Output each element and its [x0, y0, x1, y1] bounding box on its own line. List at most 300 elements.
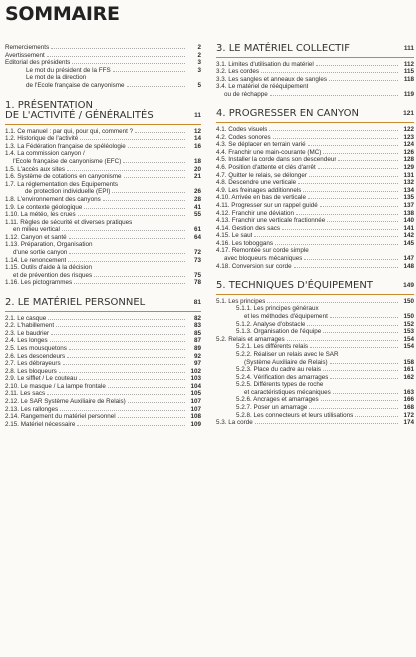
toc-entry	[5, 241, 201, 249]
toc-entry-page: 123	[403, 133, 414, 141]
toc-entry	[216, 396, 414, 404]
toc-entry	[5, 249, 201, 257]
toc-entry-page: 147	[403, 255, 414, 263]
dot-leader	[69, 349, 185, 350]
toc-entry-page: 104	[190, 382, 201, 390]
toc-entry-title: 5.3. La corde	[216, 419, 253, 427]
toc-entry	[216, 305, 414, 313]
section-page: 81	[193, 299, 201, 307]
toc-entry-title: 2.11. Les sacs	[5, 390, 46, 398]
toc-entry-title: l'Ecole française de canyonisme (EFC)	[13, 157, 122, 165]
dot-leader	[118, 417, 185, 418]
toc-entry	[216, 187, 414, 195]
toc-entry-title: 1.9. Le contexte géologique	[5, 203, 83, 211]
toc-entry	[216, 134, 414, 142]
toc-entry-page: 75	[193, 271, 201, 279]
toc-entry	[5, 257, 201, 265]
dot-leader	[112, 192, 185, 193]
toc-entry-title: de protection individuelle (EPI)	[25, 188, 111, 196]
toc-entry-page: 72	[193, 249, 201, 257]
toc-entry-page: 89	[193, 344, 201, 352]
toc-entry-page: 172	[403, 411, 414, 419]
toc-entry	[5, 272, 201, 280]
dot-leader	[79, 379, 185, 380]
toc-entry-title: Editorial des présidents	[5, 59, 71, 67]
dot-leader	[269, 130, 398, 131]
toc-entry-title: 1.16. Les pictogrammes	[5, 279, 73, 287]
toc-entry	[5, 181, 201, 189]
toc-entry-title: 1.13. Préparation, Organisation	[5, 241, 93, 249]
toc-entry	[5, 188, 201, 196]
toc-entry-page: 103	[190, 375, 201, 383]
toc-entry	[5, 135, 201, 143]
dot-leader	[69, 253, 185, 254]
toc-entry-title: Le mot de la direction	[26, 74, 87, 82]
toc-entry-title: Avertissement	[5, 51, 45, 59]
toc-entry	[5, 390, 201, 398]
toc-entry	[5, 279, 201, 287]
toc-entry-title: 5.2.1. Les différents relais	[236, 343, 308, 351]
toc-entry	[216, 232, 414, 240]
toc-entry-title: 2.7. Les débrayeurs	[5, 360, 61, 368]
toc-entry	[5, 360, 201, 368]
toc-entry-title: 4.13. Franchir une verticale fractionnée	[216, 217, 326, 225]
toc-entry	[216, 156, 414, 164]
toc-entry	[216, 359, 414, 367]
toc-entry	[216, 179, 414, 187]
dot-leader	[267, 302, 398, 303]
toc-entry-title: et les méthodes d'équipement	[244, 312, 328, 320]
toc-entry-title: 5.2.7. Poser un amarrage	[236, 404, 308, 412]
toc-entry-title: 2.15. Matériel nécessaire	[5, 420, 76, 428]
toc-entry	[216, 68, 414, 76]
toc-entry-title: 4.5. Installer la corde dans son descendeur	[216, 156, 337, 164]
toc-entry-title: 3.4. Le matériel de rééquipement	[216, 83, 309, 91]
toc-entry-page: 14	[193, 135, 201, 143]
toc-entry	[216, 313, 414, 321]
section-heading	[216, 44, 414, 58]
toc-entry	[5, 226, 201, 234]
toc-entry	[216, 126, 414, 134]
dot-leader	[294, 267, 398, 268]
toc-entry-title: 4.17. Remontée sur corde simple	[216, 247, 309, 255]
toc-entry	[216, 91, 414, 99]
toc-entry	[216, 149, 414, 157]
toc-entry	[216, 61, 414, 69]
section-4-list	[216, 126, 414, 270]
toc-entry-page: 115	[403, 68, 414, 76]
toc-entry-page: 122	[403, 125, 414, 133]
toc-entry	[5, 128, 201, 136]
dot-leader	[316, 65, 398, 66]
dot-leader	[67, 170, 185, 171]
toc-entry	[216, 217, 414, 225]
toc-entry	[5, 406, 201, 414]
toc-entry	[5, 322, 201, 330]
toc-entry-page: 131	[403, 171, 414, 179]
toc-entry-page: 124	[403, 141, 414, 149]
section-title-line2: DE L'ACTIVITÉ / GÉNÉRALITÉS	[5, 110, 154, 122]
toc-entry	[5, 398, 201, 406]
dot-leader	[320, 206, 398, 207]
section-5-list	[216, 298, 414, 427]
toc-entry	[5, 383, 201, 391]
toc-entry-title: 2.12. Le SAR Système Auxiliaire de Relais)	[5, 398, 126, 406]
dot-leader	[296, 214, 398, 215]
toc-entry	[216, 298, 414, 306]
toc-entry	[216, 225, 414, 233]
toc-entry-page: 154	[403, 343, 414, 351]
toc-entry-title: Remerciements	[5, 44, 50, 51]
dot-leader	[308, 145, 398, 146]
toc-entry-page: 20	[193, 165, 201, 173]
toc-entry	[5, 330, 201, 338]
toc-entry	[216, 247, 414, 255]
toc-entry-title: 1.7. La réglementation des Equipements	[5, 180, 119, 188]
toc-entry-page: 162	[403, 373, 414, 381]
toc-entry-page: 148	[403, 262, 414, 270]
dot-leader	[128, 402, 185, 403]
toc-entry-page: 16	[193, 142, 201, 150]
section-title: 4. PROGRESSER EN CANYON	[216, 108, 359, 120]
dot-leader	[327, 221, 398, 222]
dot-leader	[67, 357, 185, 358]
section-2-list	[5, 315, 201, 429]
dot-leader	[254, 236, 398, 237]
toc-entry	[5, 158, 201, 166]
toc-entry-title: 4.2. Codes sonores	[216, 133, 271, 141]
toc-entry-title: 5.1. Les principes	[216, 297, 266, 305]
dot-leader	[108, 387, 185, 388]
dot-leader	[282, 229, 398, 230]
section-title: 5. TECHNIQUES D'ÉQUIPEMENT	[216, 280, 373, 292]
toc-entry-title: 4.16. Les toboggans	[216, 239, 274, 247]
toc-entry-page: 118	[403, 75, 414, 83]
toc-entry-page: 168	[403, 404, 414, 412]
toc-entry-title: 5.2.2. Réaliser un relais avec le SAR	[236, 350, 339, 358]
toc-entry	[5, 143, 201, 151]
toc-entry-page: 153	[403, 328, 414, 336]
section-4	[216, 109, 414, 270]
dot-leader	[321, 400, 398, 401]
toc-entry-page: 134	[403, 186, 414, 194]
toc-entry-page: 163	[403, 388, 414, 396]
toc-entry-title: 1.4. La commission canyon /	[5, 150, 85, 158]
toc-entry-page: 109	[190, 420, 201, 428]
toc-entry	[216, 172, 414, 180]
toc-entry-page: 128	[403, 156, 414, 164]
section-page: 121	[403, 110, 414, 118]
toc-entry	[216, 374, 414, 382]
dot-leader	[47, 56, 185, 57]
toc-entry	[216, 412, 414, 420]
dot-leader	[128, 147, 185, 148]
toc-entry-page: 82	[193, 314, 201, 322]
dot-leader	[355, 416, 398, 417]
section-heading	[216, 109, 414, 123]
dot-leader	[59, 372, 185, 373]
dot-leader	[84, 208, 185, 209]
toc-entry	[5, 234, 201, 242]
dot-leader	[310, 347, 398, 348]
toc-entry	[216, 419, 414, 427]
dot-leader	[48, 319, 185, 320]
toc-entry	[5, 211, 201, 219]
toc-entry-title: avec bloqueurs mécaniques	[224, 255, 303, 263]
toc-entry-page: 137	[403, 201, 414, 209]
toc-entry-title: 1.12. Canyon et santé	[5, 233, 67, 241]
toc-entry-page: 166	[403, 396, 414, 404]
dot-leader	[330, 363, 398, 364]
dot-leader	[303, 191, 398, 192]
dot-leader	[56, 326, 185, 327]
toc-entry	[5, 204, 201, 212]
toc-entry-page: 112	[403, 60, 414, 68]
toc-entry	[5, 219, 201, 227]
section-page: 149	[403, 282, 414, 290]
toc-entry-page: 129	[403, 163, 414, 171]
toc-entry	[5, 353, 201, 361]
toc-entry-title: d'une sortie canyon	[13, 249, 68, 257]
toc-entry-title: 1.15. Outils d'aide à la décision	[5, 264, 92, 272]
toc-entry-title: 3.2. Les cordes	[216, 68, 260, 76]
toc-entry	[216, 202, 414, 210]
toc-entry-page: 132	[403, 179, 414, 187]
toc-entry-page: 105	[190, 390, 201, 398]
toc-entry-title: 2.13. Les rallonges	[5, 405, 59, 413]
section-heading	[5, 298, 201, 312]
toc-entry	[5, 74, 201, 82]
toc-entry-title: 5.1.3. Organisation de l'équipe	[236, 328, 322, 336]
toc-entry	[216, 336, 414, 344]
left-column	[5, 44, 201, 439]
toc-entry	[216, 404, 414, 412]
dot-leader	[270, 95, 398, 96]
toc-entry-title: 2.2. L'habillement	[5, 322, 55, 330]
toc-entry	[216, 194, 414, 202]
section-heading	[216, 281, 414, 295]
toc-entry-page: 119	[403, 90, 414, 98]
toc-entry	[5, 59, 201, 67]
toc-entry-page: 28	[193, 195, 201, 203]
dot-leader	[47, 394, 185, 395]
dot-leader	[74, 283, 185, 284]
toc-entry-page: 61	[193, 226, 201, 234]
toc-entry-page: 87	[193, 337, 201, 345]
toc-entry-title: et caractéristiques mécaniques	[244, 388, 331, 396]
toc-entry-page: 102	[190, 367, 201, 375]
toc-entry-title: 1.11. Règles de sécurité et diverses pratiques	[5, 218, 133, 226]
dot-leader	[330, 378, 398, 379]
toc-entry-page: 145	[403, 239, 414, 247]
dot-leader	[135, 132, 185, 133]
toc-entry-page: 92	[193, 352, 201, 360]
dot-leader	[275, 244, 398, 245]
dot-leader	[51, 48, 185, 49]
toc-entry	[5, 196, 201, 204]
dot-leader	[51, 334, 185, 335]
dot-leader	[255, 423, 398, 424]
toc-entry	[216, 83, 414, 91]
dot-leader	[308, 198, 398, 199]
toc-entry-title: 4.15. Le saut	[216, 232, 253, 240]
toc-entry-page: 107	[190, 405, 201, 413]
toc-entry-page: 140	[403, 217, 414, 225]
section-page: 11	[194, 112, 201, 120]
dot-leader	[62, 230, 185, 231]
toc-entry-title: 2.9. Le sifflet / Le couteau	[5, 375, 77, 383]
toc-entry-title: 4.11. Progresser sur un rappel guidé	[216, 201, 318, 209]
toc-entry-title: 4.4. Franchir une main-courante (MC)	[216, 148, 322, 156]
toc-entry-title: 2.10. Le masque / La lampe frontale	[5, 382, 106, 390]
toc-entry-page: 78	[193, 279, 201, 287]
toc-entry-page: 154	[403, 335, 414, 343]
toc-entry	[216, 263, 414, 271]
toc-entry-title: 5.1.2. Analyse d'obstacle	[236, 320, 306, 328]
toc-entry-title: 3.1. Limites d'utilisation du matériel	[216, 60, 314, 68]
dot-leader	[298, 183, 398, 184]
toc-entry-title: 4.6. Position d'attente et clés d'arrêt	[216, 163, 316, 171]
toc-entry	[5, 67, 201, 75]
toc-entry	[216, 164, 414, 172]
dot-leader	[338, 160, 398, 161]
toc-entry	[216, 328, 414, 336]
toc-entry-title: en milieu vertical	[13, 226, 60, 234]
toc-entry	[5, 345, 201, 353]
toc-entry-page: 141	[403, 224, 414, 232]
toc-entry-page: 97	[193, 360, 201, 368]
toc-entry	[5, 421, 201, 429]
toc-entry-title: 4.7. Quitter le relais, se délonger	[216, 171, 308, 179]
dot-leader	[287, 340, 398, 341]
dot-leader	[78, 215, 185, 216]
section-1-list	[5, 128, 201, 287]
section-title-line1: 1. PRÉSENTATION	[5, 99, 93, 111]
toc-entry	[216, 343, 414, 351]
toc-entry-title: 2.8. Les bloqueurs	[5, 367, 57, 375]
toc-entry-page: 126	[403, 148, 414, 156]
dot-leader	[72, 63, 185, 64]
toc-entry-title: 1.14. Le renoncement	[5, 256, 67, 264]
toc-entry-page: 12	[193, 127, 201, 135]
toc-entry-page: 107	[190, 398, 201, 406]
section-3-list	[216, 61, 414, 99]
toc-entry	[216, 366, 414, 374]
section-title: 3. LE MATÉRIEL COLLECTIF	[216, 43, 350, 54]
toc-entry-title: de l'Ecole française de canyonisme	[26, 81, 125, 89]
toc-entry	[216, 240, 414, 248]
toc-entry-title: (Système Auxiliaire de Relais)	[244, 358, 328, 366]
toc-entry-title: 5.2. Relais et amarrages	[216, 335, 285, 343]
toc-entry-page: 73	[193, 256, 201, 264]
dot-leader	[103, 200, 185, 201]
toc-entry-page: 3	[197, 66, 201, 74]
toc-entry-title: 5.2.6. Ancrages et amarrages	[236, 396, 319, 404]
section-title: 2. LE MATÉRIEL PERSONNEL	[5, 297, 146, 309]
toc-entry	[5, 150, 201, 158]
dot-leader	[124, 177, 185, 178]
toc-entry-page: 18	[193, 157, 201, 165]
toc-entry-title: 4.8. Descendre une verticale	[216, 179, 297, 187]
toc-entry-page: 3	[197, 59, 201, 67]
section-page: 111	[403, 45, 414, 52]
section-2	[5, 298, 201, 428]
dot-leader	[69, 238, 185, 239]
section-heading	[5, 101, 201, 125]
dot-leader	[77, 425, 185, 426]
toc-entry-title: 5.2.4. Vérification des amarrages	[236, 373, 329, 381]
dot-leader	[304, 259, 398, 260]
toc-entry-page: 150	[403, 312, 414, 320]
toc-entry-title: 1.3. La Fédération française de spéléologie	[5, 142, 126, 150]
toc-entry	[216, 351, 414, 359]
toc-entry-title: 4.1. Codes visuels	[216, 125, 268, 133]
toc-entry	[216, 141, 414, 149]
toc-entry-title: 1.6. Système de cotations en canyonisme	[5, 173, 122, 181]
toc-entry-page: 158	[403, 358, 414, 366]
toc-entry-title: 4.10. Arrivée en bas de verticale	[216, 194, 306, 202]
toc-entry-title: 2.6. Les descendeurs	[5, 352, 66, 360]
toc-entry	[5, 413, 201, 421]
intro-list	[5, 44, 201, 90]
dot-leader	[94, 276, 185, 277]
toc-entry-title: 4.14. Gestion des sacs	[216, 224, 281, 232]
toc-entry-page: 55	[193, 211, 201, 219]
toc-entry	[5, 173, 201, 181]
toc-entry-title: 2.5. Les mousquetons	[5, 344, 67, 352]
toc-entry-title: 2.3. Le baudrier	[5, 329, 50, 337]
dot-leader	[323, 153, 398, 154]
dot-leader	[60, 410, 185, 411]
toc-entry-title: ou de réchappe	[224, 90, 268, 98]
section-3	[216, 44, 414, 98]
toc-entry-page: 161	[403, 366, 414, 374]
dot-leader	[68, 261, 185, 262]
toc-entry	[5, 264, 201, 272]
toc-entry-title: 1.1. Ce manuel : par qui, pour qui, comment ?	[5, 127, 134, 135]
toc-entry-title: 2.4. Les longes	[5, 337, 48, 345]
toc-entry-title: 3.3. Les sangles et anneaux de sangles	[216, 75, 327, 83]
toc-entry-page: 2	[197, 51, 201, 59]
toc-entry	[216, 381, 414, 389]
toc-entry-title: 1.2. Historique de l'activité	[5, 135, 79, 143]
toc-entry-page: 21	[193, 173, 201, 181]
dot-leader	[113, 71, 185, 72]
dot-leader	[261, 72, 398, 73]
toc-entry-title: 2.14. Rangement du matériel personnel	[5, 413, 116, 421]
toc-entry-title: 5.2.5. Différents types de roche	[236, 381, 324, 389]
toc-entry-page: 108	[190, 413, 201, 421]
toc-entry	[5, 44, 201, 52]
section-1	[5, 101, 201, 287]
section-5	[216, 281, 414, 427]
dot-leader	[123, 162, 185, 163]
toc-entry-page: 64	[193, 233, 201, 241]
toc-entry-page: 142	[403, 232, 414, 240]
toc-entry	[5, 375, 201, 383]
toc-entry-page: 41	[193, 203, 201, 211]
dot-leader	[318, 168, 398, 169]
toc-entry-title: 5.2.8. Les connecteurs et leurs utilisations	[236, 411, 354, 419]
toc-entry	[216, 255, 414, 263]
dot-leader	[50, 341, 185, 342]
toc-entry-title: 2.1. Le casque	[5, 314, 47, 322]
dot-leader	[323, 370, 398, 371]
toc-entry	[216, 321, 414, 329]
dot-leader	[309, 176, 398, 177]
toc-entry-title: 4.12. Franchir une déviation	[216, 209, 295, 217]
toc-entry-page: 138	[403, 209, 414, 217]
